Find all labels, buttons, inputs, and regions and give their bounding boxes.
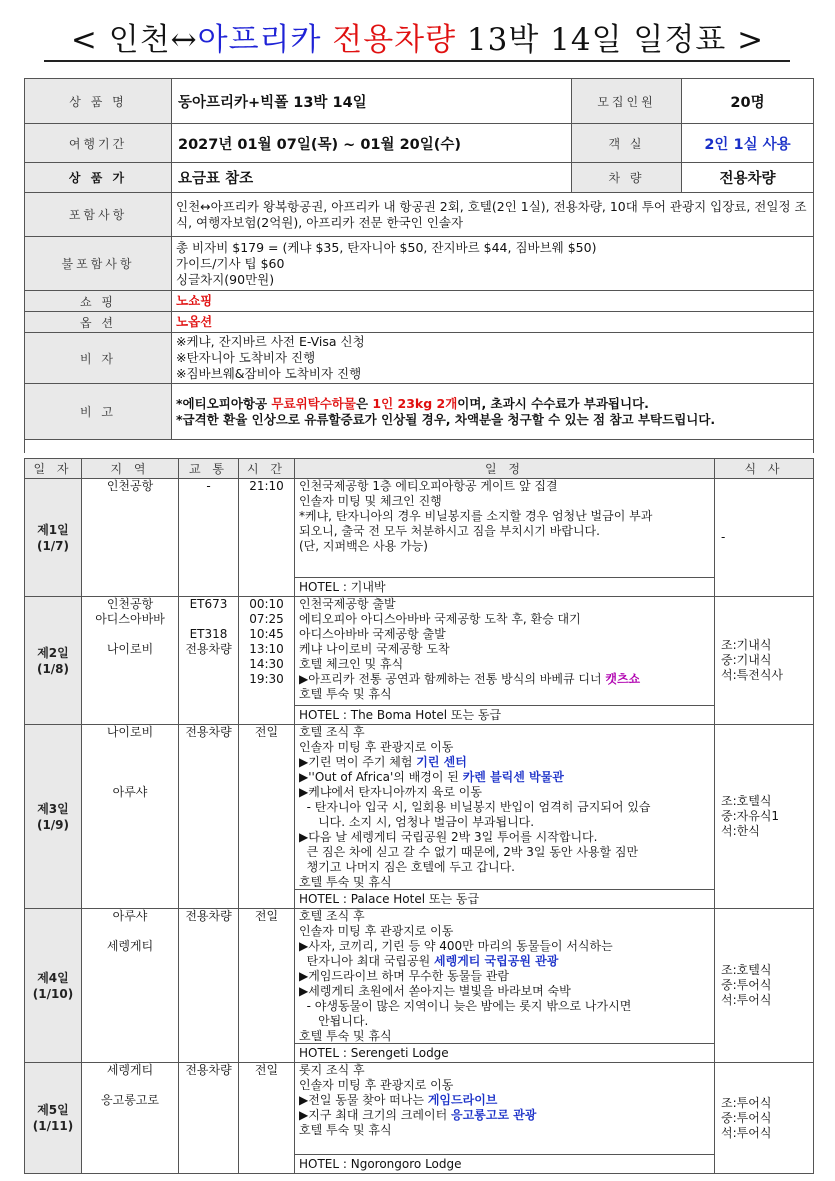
meal-line: 석:투어식 — [721, 993, 772, 1007]
meal-line: 중:투어식 — [721, 978, 772, 992]
itinerary-line — [299, 1014, 710, 1029]
itinerary-text: 호텔 투숙 및 휴식 — [299, 1029, 392, 1043]
region-line: 아디스아바바 — [95, 612, 165, 626]
itinerary-text: 아디스아바바 국제공항 출발 — [299, 627, 446, 641]
itinerary-line — [299, 479, 710, 494]
room-value: 2인 1실 사용 — [682, 124, 814, 163]
excluded-line: 싱글차지(90만원) — [176, 271, 275, 287]
period-label: 여행기간 — [25, 124, 172, 163]
itinerary-line — [299, 999, 710, 1014]
meals-cell — [715, 597, 814, 725]
itinerary-line — [299, 1078, 710, 1093]
spacer-cell — [25, 440, 814, 453]
header-region: 지 역 — [82, 459, 179, 479]
itinerary-line — [299, 1093, 710, 1108]
meals-cell — [715, 479, 814, 597]
header-transport: 교 통 — [179, 459, 239, 479]
meals-cell — [715, 909, 814, 1063]
region-line: 아루샤 — [112, 909, 148, 923]
itinerary-text: 되오니, 출국 전 모두 처분하시고 짐을 부치시기 바랍니다. — [299, 524, 600, 538]
time-line: 00:10 — [249, 597, 284, 611]
itinerary-cell — [295, 479, 715, 597]
included-value: 인천↔아프리카 왕복항공권, 아프리카 내 항공권 2회, 호텔(2인 1실), 전용차량, 10대 투어 관광지 입장료, 전일정 조식, 여행자보험(2억원), 아프리카 전문 한국인 인솔자 — [172, 193, 814, 237]
itinerary-text: 탄자니아 최대 국립공원 — [299, 954, 435, 968]
hotel-line: HOTEL : 기내박 — [295, 577, 714, 596]
day-number: 제1일 — [37, 522, 69, 537]
visa-value — [172, 333, 814, 384]
remarks-line-2: *급격한 환율 인상으로 유류할증료가 인상될 경우, 차액분을 청구할 수 있는 점 참고 부탁드립니다. — [176, 411, 716, 427]
vehicle-label: 차 량 — [572, 163, 682, 193]
region-cell — [82, 479, 179, 597]
region-line: 아루샤 — [112, 785, 148, 799]
option-label: 옵 션 — [25, 312, 172, 333]
excluded-label: 불포함사항 — [25, 237, 172, 291]
itinerary-text: (단, 지퍼백은 사용 가능) — [299, 539, 428, 553]
transport-cell — [179, 1063, 239, 1174]
region-line: 세렝게티 — [106, 1063, 154, 1077]
itinerary-lines — [295, 1063, 714, 1154]
itinerary-text: ▶게임드라이브 하며 무수한 동물들 관람 — [299, 969, 509, 983]
itinerary-text: *케냐, 탄자니아의 경우 비닐봉지를 소지할 경우 엄청난 벌금이 부과 — [299, 509, 653, 523]
schedule-row — [25, 1063, 814, 1174]
itinerary-text: ▶아프리카 전통 공연과 함께하는 전통 방식의 바베큐 디너 — [299, 672, 606, 686]
header-date: 일 자 — [25, 459, 82, 479]
price-label: 상 품 가 — [25, 163, 172, 193]
region-line — [82, 755, 178, 770]
region-cell — [82, 1063, 179, 1174]
itinerary-line — [299, 627, 710, 642]
day-cell — [25, 1063, 82, 1174]
itinerary-line — [299, 785, 710, 800]
room-label: 객 실 — [572, 124, 682, 163]
time-line: 13:10 — [249, 642, 284, 656]
itinerary-line — [299, 969, 710, 984]
itinerary-text: ▶''Out of Africa'의 배경이 된 — [299, 770, 463, 784]
itinerary-line — [299, 830, 710, 845]
itinerary-text: ▶사자, 코끼리, 기린 등 약 400만 마리의 동물들이 서식하는 — [299, 939, 613, 953]
itinerary-highlight: 카렌 블릭센 박물관 — [462, 770, 564, 784]
itinerary-text: - 탄자니아 입국 시, 일회용 비닐봉지 반입이 엄격히 금지되어 있습 — [299, 800, 651, 814]
itinerary-lines — [295, 725, 714, 889]
itinerary-line — [299, 687, 710, 702]
region-line: 응고롱고로 — [101, 1093, 159, 1107]
time-line: 전일 — [254, 909, 279, 923]
time-line: 19:30 — [249, 672, 284, 686]
day-cell — [25, 725, 82, 909]
itinerary-lines — [295, 909, 714, 1043]
itinerary-highlight: 캣츠쇼 — [605, 672, 641, 686]
recruit-label: 모집인원 — [572, 79, 682, 124]
itinerary-line — [299, 755, 710, 770]
shopping-text: 노쇼핑 — [176, 293, 213, 308]
region-line: 나이로비 — [106, 725, 154, 739]
transport-cell — [179, 479, 239, 597]
itinerary-text: 롯지 조식 후 — [299, 1063, 365, 1077]
excluded-value — [172, 237, 814, 291]
itinerary-line — [299, 924, 710, 939]
itinerary-cell — [295, 1063, 715, 1174]
itinerary-highlight: 세렝게티 국립공원 관광 — [434, 954, 559, 968]
day-date: (1/8) — [36, 661, 70, 676]
itinerary-line — [299, 1029, 710, 1044]
meal-line: - — [721, 530, 726, 544]
itinerary-line — [299, 1123, 710, 1138]
itinerary-line — [299, 642, 710, 657]
itinerary-text: 인솔자 미팅 후 관광지로 이동 — [299, 1078, 454, 1092]
time-cell — [239, 725, 295, 909]
itinerary-line — [299, 954, 710, 969]
remarks-highlight: 무료위탁수하물 — [271, 395, 356, 411]
day-date: (1/9) — [36, 817, 70, 832]
meal-line: 석:특전식사 — [721, 668, 784, 682]
visa-line: ※케냐, 잔지바르 사전 E-Visa 신청 — [176, 334, 365, 349]
title-part-3: 전용차량 — [332, 22, 457, 58]
itinerary-text: 호텔 투숙 및 휴식 — [299, 687, 392, 701]
itinerary-text: 챙기고 나머지 짐은 호텔에 두고 갑니다. — [299, 860, 516, 874]
meals-cell — [715, 725, 814, 909]
itinerary-line — [299, 612, 710, 627]
title-part-1: < 인천↔ — [70, 22, 198, 58]
hotel-line: HOTEL : Ngorongoro Lodge — [295, 1154, 714, 1173]
meal-line: 중:투어식 — [721, 1110, 772, 1125]
visa-line: ※짐바브웨&잠비아 도착비자 진행 — [176, 366, 362, 381]
day-cell — [25, 909, 82, 1063]
day-cell — [25, 597, 82, 725]
time-line: 전일 — [254, 725, 279, 739]
schedule-row — [25, 479, 814, 597]
transport-line: - — [206, 479, 211, 493]
title-underline — [44, 60, 790, 62]
transport-line: ET673 — [189, 597, 228, 611]
region-line — [82, 627, 178, 642]
transport-line: 전용차량 — [185, 1063, 232, 1077]
itinerary-lines — [295, 597, 714, 705]
itinerary-text: 인천국제공항 1층 에티오피아항공 게이트 앞 집결 — [299, 479, 558, 493]
region-line — [82, 924, 178, 939]
itinerary-line — [299, 740, 710, 755]
itinerary-text: 인솔자 미팅 후 관광지로 이동 — [299, 740, 454, 754]
itinerary-line — [299, 597, 710, 612]
itinerary-line — [299, 657, 710, 672]
day-number: 제3일 — [37, 801, 69, 816]
itinerary-text: 호텔 조식 후 — [299, 725, 365, 739]
region-line — [82, 1078, 178, 1093]
remarks-text: 은 — [355, 395, 373, 411]
itinerary-line — [299, 725, 710, 740]
itinerary-line — [299, 539, 710, 554]
schedule-table — [24, 458, 814, 1174]
itinerary-text: 큰 짐은 차에 싣고 갈 수 없기 때문에, 2박 3일 동안 사용할 짐만 — [299, 845, 639, 859]
itinerary-text: 호텔 투숙 및 휴식 — [299, 875, 392, 889]
remarks-highlight: 1인 23kg 2개 — [372, 395, 458, 411]
itinerary-line — [299, 815, 710, 830]
schedule-body — [25, 479, 814, 1174]
itinerary-line — [299, 939, 710, 954]
meal-line: 석:투어식 — [721, 1125, 772, 1140]
itinerary-line — [299, 770, 710, 785]
time-line: 전일 — [254, 1063, 279, 1077]
itinerary-line — [299, 875, 710, 890]
schedule-row — [25, 725, 814, 909]
hotel-line: HOTEL : Serengeti Lodge — [295, 1043, 714, 1062]
product-name-label: 상 품 명 — [25, 79, 172, 124]
itinerary-cell — [295, 725, 715, 909]
itinerary-text: 안됩니다. — [299, 1014, 369, 1028]
itinerary-cell — [295, 909, 715, 1063]
time-line: 21:10 — [249, 479, 284, 493]
region-cell — [82, 909, 179, 1063]
day-number: 제5일 — [37, 1103, 69, 1117]
time-line: 14:30 — [249, 657, 284, 671]
remarks-label: 비 고 — [25, 384, 172, 440]
region-cell — [82, 725, 179, 909]
itinerary-text: ▶기린 먹이 주기 체험 — [299, 755, 417, 769]
itinerary-text: 호텔 투숙 및 휴식 — [299, 1123, 392, 1137]
meal-line: 석:한식 — [721, 824, 760, 838]
shopping-label: 쇼 핑 — [25, 291, 172, 312]
schedule-row — [25, 909, 814, 1063]
itinerary-text: ▶지구 최대 크기의 크레이터 — [299, 1108, 451, 1122]
remarks-text: 이며, 초과시 수수료가 부과됩니다. — [457, 395, 649, 411]
remarks-text: *에티오피아항공 — [176, 395, 272, 411]
itinerary-line — [299, 1108, 710, 1123]
transport-cell — [179, 909, 239, 1063]
itinerary-text: ▶전일 동물 찾아 떠나는 — [299, 1093, 428, 1107]
itinerary-line — [299, 672, 710, 687]
region-line: 인천공항 — [106, 479, 154, 493]
time-line: 07:25 — [249, 612, 284, 626]
visa-line: ※탄자니아 도착비자 진행 — [176, 350, 316, 365]
header-meals: 식 사 — [715, 459, 814, 479]
itinerary-highlight: 기린 센터 — [416, 755, 467, 769]
itinerary-text: 케냐 나이로비 국제공항 도착 — [299, 642, 450, 656]
day-date: (1/7) — [36, 538, 70, 553]
header-time: 시 간 — [239, 459, 295, 479]
transport-cell — [179, 725, 239, 909]
hotel-line: HOTEL : The Boma Hotel 또는 동급 — [295, 705, 714, 724]
region-line: 나이로비 — [106, 642, 154, 656]
day-date: (1/11) — [32, 1119, 74, 1133]
spacer-row — [25, 440, 814, 453]
itinerary-line — [299, 524, 710, 539]
itinerary-line — [299, 860, 710, 875]
itinerary-lines — [295, 479, 714, 577]
itinerary-line — [299, 984, 710, 999]
header-itinerary: 일 정 — [295, 459, 715, 479]
itinerary-text: 호텔 체크인 및 휴식 — [299, 657, 404, 671]
time-cell — [239, 479, 295, 597]
itinerary-text: 니다. 소지 시, 엄청나 벌금이 부과됩니다. — [299, 815, 535, 829]
day-date: (1/10) — [32, 986, 74, 1001]
visa-label: 비 자 — [25, 333, 172, 384]
time-cell — [239, 1063, 295, 1174]
remarks-value — [172, 384, 814, 440]
day-number: 제2일 — [37, 645, 69, 660]
itinerary-line — [299, 509, 710, 524]
meal-line: 중:기내식 — [721, 653, 772, 667]
itinerary-text: ▶다음 날 세렝게티 국립공원 2박 3일 투어를 시작합니다. — [299, 830, 598, 844]
transport-line: 전용차량 — [185, 725, 232, 739]
meal-line: 조:호텔식 — [721, 794, 772, 808]
meal-line: 조:투어식 — [721, 1095, 772, 1110]
shopping-value — [172, 291, 814, 312]
region-line: 인천공항 — [106, 597, 154, 611]
meal-line: 중:자유식1 — [721, 809, 780, 823]
transport-line: 전용차량 — [185, 642, 232, 656]
title-part-4: 13박 14일 일정표 > — [456, 22, 765, 58]
title-part-2: 아프리카 — [197, 22, 333, 58]
included-label: 포함사항 — [25, 193, 172, 237]
excluded-line: 총 비자비 $179 = (케냐 $35, 탄자니아 $50, 잔지바르 $44, 짐바브웨 $50) — [176, 239, 597, 255]
day-number: 제4일 — [37, 970, 69, 985]
transport-line: 전용차량 — [185, 909, 232, 923]
transport-line: ET318 — [189, 627, 228, 641]
itinerary-text: 인솔자 미팅 후 관광지로 이동 — [299, 924, 454, 938]
schedule-row — [25, 597, 814, 725]
itinerary-text: 에티오피아 아디스아바바 국제공항 도착 후, 환승 대기 — [299, 612, 581, 626]
excluded-line: 가이드/기사 팁 $60 — [176, 255, 285, 271]
itinerary-highlight: 응고롱고로 관광 — [451, 1108, 537, 1122]
remarks-line-1 — [176, 396, 809, 412]
itinerary-line — [299, 494, 710, 509]
option-text: 노옵션 — [176, 314, 213, 329]
recruit-value: 20명 — [682, 79, 814, 124]
price-value: 요금표 참조 — [172, 163, 572, 193]
time-cell — [239, 909, 295, 1063]
meals-cell — [715, 1063, 814, 1174]
itinerary-text: 호텔 조식 후 — [299, 909, 365, 923]
itinerary-line — [299, 1063, 710, 1078]
itinerary-highlight: 게임드라이브 — [427, 1093, 498, 1107]
region-cell — [82, 597, 179, 725]
day-cell — [25, 479, 82, 597]
itinerary-text: ▶세렝게티 초원에서 쏟아지는 별빛을 바라보며 숙박 — [299, 984, 571, 998]
meal-line: 조:기내식 — [721, 638, 772, 652]
region-line — [82, 740, 178, 755]
page-title — [0, 14, 835, 59]
itinerary-line — [299, 845, 710, 860]
itinerary-text: 인솔자 미팅 및 체크인 진행 — [299, 494, 442, 508]
itinerary-line — [299, 800, 710, 815]
meal-line: 조:호텔식 — [721, 963, 772, 977]
hotel-line: HOTEL : Palace Hotel 또는 동급 — [295, 889, 714, 908]
product-info-table — [24, 78, 814, 453]
time-line: 10:45 — [249, 627, 284, 641]
itinerary-line — [299, 909, 710, 924]
itinerary-text: 인천국제공항 출발 — [299, 597, 396, 611]
time-cell — [239, 597, 295, 725]
transport-cell — [179, 597, 239, 725]
itinerary-cell — [295, 597, 715, 725]
itinerary-text: ▶케냐에서 탄자니아까지 육로 이동 — [299, 785, 482, 799]
option-value — [172, 312, 814, 333]
itinerary-text: - 야생동물이 많은 지역이니 늦은 밤에는 롯지 밖으로 나가시면 — [299, 999, 632, 1013]
product-name-value: 동아프리카+빅폴 13박 14일 — [172, 79, 572, 124]
transport-line — [179, 612, 238, 627]
region-line: 세렝게티 — [106, 939, 154, 953]
region-line — [82, 770, 178, 785]
period-value: 2027년 01월 07일(목) ~ 01월 20일(수) — [172, 124, 572, 163]
vehicle-value: 전용차량 — [682, 163, 814, 193]
